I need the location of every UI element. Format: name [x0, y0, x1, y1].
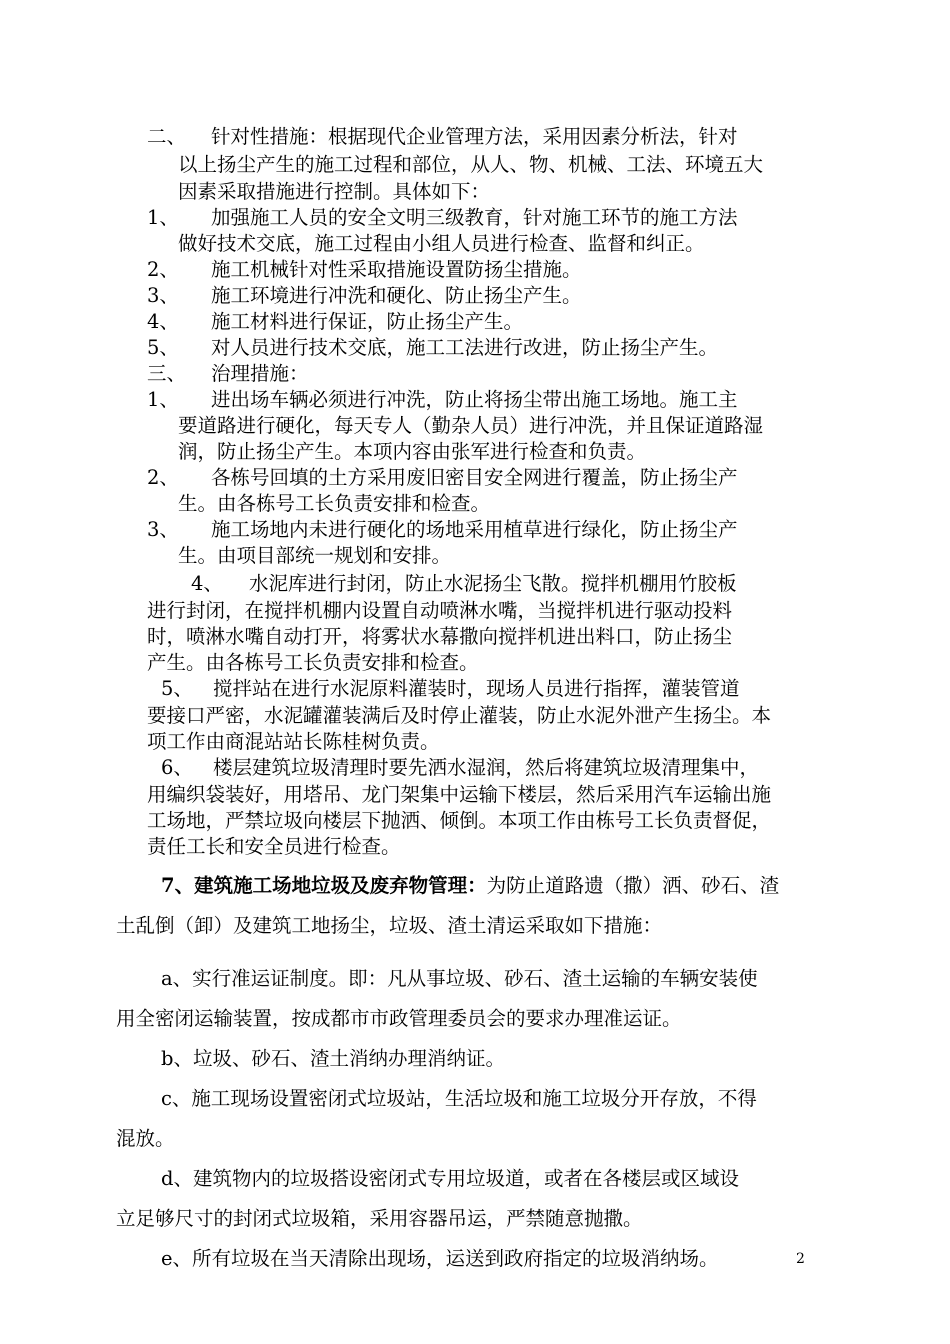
three-item-1-line-3: 润，防止扬尘产生。本项内容由张军进行检查和负责。: [178, 440, 647, 463]
two-item-1-line-2: 做好技术交底，施工过程由小组人员进行检查、监督和纠正。: [178, 232, 705, 255]
two-item-1-line-1: 1、 加强施工人员的安全文明三级教育，针对施工环节的施工方法: [147, 206, 738, 229]
section-two-line-3: 因素采取措施进行控制。具体如下：: [178, 180, 491, 203]
three-item-6-line-1: 6、 楼层建筑垃圾清理时要先洒水湿润，然后将建筑垃圾清理集中，: [161, 756, 760, 779]
seven-item-a-line-1: a、实行准运证制度。即：凡从事垃圾、砂石、渣土运输的车辆安装使: [161, 967, 758, 990]
section-seven-line-1: 7、建筑施工场地垃圾及废弃物管理：为防止道路遗（撒）洒、砂石、渣: [161, 874, 780, 897]
seven-item-e: e、所有垃圾在当天清除出现场，运送到政府指定的垃圾消纳场。: [161, 1247, 719, 1270]
three-item-4-line-4: 产生。由各栋号工长负责安排和检查。: [147, 651, 479, 674]
section-three-heading: 三、 治理措施：: [147, 362, 309, 385]
two-item-2: 2、 施工机械针对性采取措施设置防扬尘措施。: [147, 258, 582, 281]
two-item-5: 5、 对人员进行技术交底，施工工法进行改进，防止扬尘产生。: [147, 336, 719, 359]
seven-item-c-line-1: c、施工现场设置密闭式垃圾站，生活垃圾和施工垃圾分开存放，不得: [161, 1087, 757, 1110]
seven-item-d-line-2: 立足够尺寸的封闭式垃圾箱，采用容器吊运，严禁随意抛撒。: [116, 1207, 643, 1230]
section-two-number: 二、: [147, 125, 187, 148]
three-item-3-line-1: 3、 施工场地内未进行硬化的场地采用植草进行绿化，防止扬尘产: [147, 518, 738, 541]
three-item-4-line-3: 时，喷淋水嘴自动打开，将雾状水幕撒向搅拌机进出料口，防止扬尘: [147, 625, 733, 648]
three-item-4-line-2: 进行封闭，在搅拌机棚内设置自动喷淋水嘴，当搅拌机进行驱动投料: [147, 599, 733, 622]
three-item-5-line-1: 5、 搅拌站在进行水泥原料灌装时，现场人员进行指挥，灌装管道: [161, 677, 740, 700]
seven-item-c-line-2: 混放。: [116, 1127, 175, 1150]
page-number: 2: [796, 1251, 805, 1267]
section-two-line-1: 二、 针对性措施：根据现代企业管理方法，采用因素分析法，针对: [147, 125, 738, 148]
three-item-5-line-2: 要接口严密，水泥罐灌装满后及时停止灌装，防止水泥外泄产生扬尘。本: [147, 704, 772, 727]
section-seven-heading: 7、建筑施工场地垃圾及废弃物管理：: [161, 874, 487, 897]
section-two-line-2: 以上扬尘产生的施工过程和部位，从人、物、机械、工法、环境五大: [178, 153, 764, 176]
three-item-1-line-2: 要道路进行硬化，每天专人（勤杂人员）进行冲洗，并且保证道路湿: [178, 414, 764, 437]
three-item-2-line-2: 生。由各栋号工长负责安排和检查。: [178, 492, 491, 515]
two-item-3: 3、 施工环境进行冲洗和硬化、防止扬尘产生。: [147, 284, 582, 307]
three-item-3-line-2: 生。由项目部统一规划和安排。: [178, 544, 452, 567]
three-item-6-line-3: 工场地，严禁垃圾向楼层下抛洒、倾倒。本项工作由栋号工长负责督促，: [147, 809, 772, 832]
three-item-1-line-1: 1、 进出场车辆必须进行冲洗，防止将扬尘带出施工场地。施工主: [147, 388, 738, 411]
three-item-6-line-4: 责任工长和安全员进行检查。: [147, 835, 401, 858]
section-seven-line-2: 土乱倒（卸）及建筑工地扬尘，垃圾、渣土清运采取如下措施：: [116, 914, 663, 937]
three-item-6-line-2: 用编织袋装好，用塔吊、龙门架集中运输下楼层，然后采用汽车运输出施: [147, 783, 772, 806]
three-item-2-line-1: 2、 各栋号回填的土方采用废旧密目安全网进行覆盖，防止扬尘产: [147, 466, 738, 489]
two-item-4: 4、 施工材料进行保证，防止扬尘产生。: [147, 310, 524, 333]
seven-item-b: b、垃圾、砂石、渣土消纳办理消纳证。: [161, 1047, 505, 1070]
seven-item-a-line-2: 用全密闭运输装置，按成都市市政管理委员会的要求办理准运证。: [116, 1007, 682, 1030]
three-item-5-line-3: 项工作由商混站站长陈桂树负责。: [147, 730, 440, 753]
section-three-number: 三、: [147, 362, 187, 385]
three-item-4-line-1: 4、 水泥库进行封闭，防止水泥扬尘飞散。搅拌机棚用竹胶板: [191, 572, 737, 595]
seven-item-d-line-1: d、建筑物内的垃圾搭设密闭式专用垃圾道，或者在各楼层或区域设: [161, 1167, 739, 1190]
